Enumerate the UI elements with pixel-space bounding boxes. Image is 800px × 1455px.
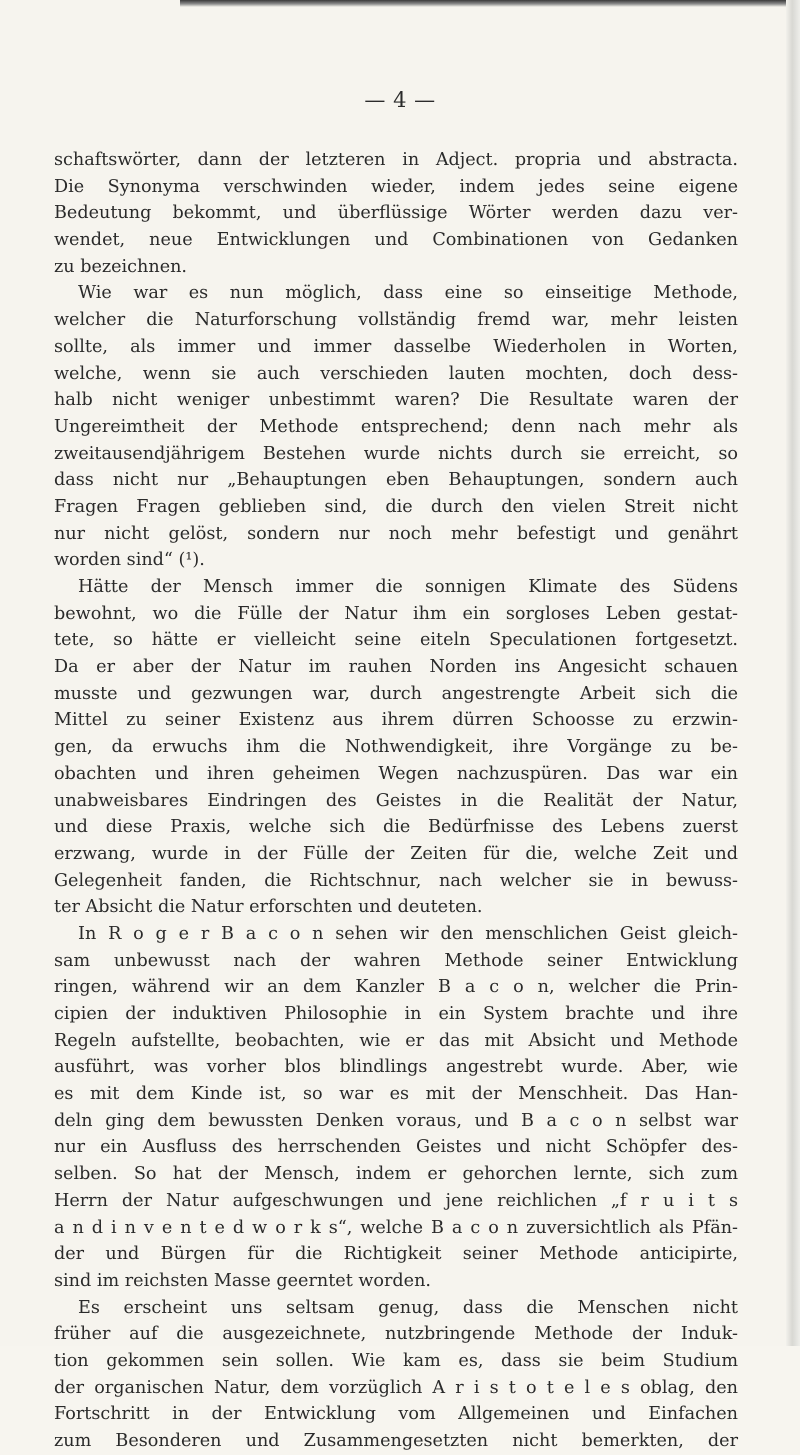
text-line: zum Besonderen und Zusammengesetzten nicht bemerkten, der <box>54 1431 738 1451</box>
text-line: nur ein Ausfluss des herrschenden Geistes und nicht Schöpfer des- <box>54 1137 738 1158</box>
text-line: musste und gezwungen war, durch angestrengte Arbeit sich die <box>54 683 738 704</box>
text-line: ringen, während wir an dem Kanzler B a c o n, welcher die Prin- <box>54 977 738 998</box>
text-line: tion gekommen sein sollen. Wie kam es, dass sie beim Studium <box>54 1350 738 1371</box>
text-line: schaftswörter, dann der letzteren in Adject. propria und abstracta. <box>54 150 738 170</box>
text-line: Hätte der Mensch immer die sonnigen Klimate des Südens <box>78 577 738 597</box>
text-line: tete, so hätte er vielleicht seine eiteln Speculationen fortgesetzt. <box>54 630 738 651</box>
text-line: halb nicht weniger unbestimmt waren? Die Resultate waren der <box>54 390 738 411</box>
text-line: der und Bürgen für die Richtigkeit seiner Methode anticipirte, <box>54 1244 738 1265</box>
text-line: obachten und ihren geheimen Wegen nachzuspüren. Das war ein <box>54 763 738 784</box>
text-line: Gelegenheit fanden, die Richtschnur, nach welcher sie in bewuss- <box>54 870 738 891</box>
text-line: sollte, als immer und immer dasselbe Wiederholen in Worten, <box>54 336 738 357</box>
text-line: Bedeutung bekommt, und überflüssige Wörter werden dazu ver- <box>54 203 738 224</box>
text-line: worden sind“ (¹). <box>54 550 205 571</box>
text-line: zweitausendjährigem Bestehen wurde nichts durch sie erreicht, so <box>54 443 738 464</box>
text-line: sind im reichsten Masse geerntet worden. <box>54 1270 432 1291</box>
text-line: früher auf die ausgezeichnete, nutzbringende Methode der Induk- <box>54 1324 738 1345</box>
text-line: bewohnt, wo die Fülle der Natur ihm ein sorgloses Leben gestat- <box>54 603 738 624</box>
text-line: und diese Praxis, welche sich die Bedürfnisse des Lebens zuerst <box>54 817 738 838</box>
text-line: Fragen Fragen geblieben sind, die durch den vielen Streit nicht <box>54 496 738 517</box>
page-number: — 4 — <box>364 88 436 112</box>
text-line: sam unbewusst nach der wahren Methode seiner Entwicklung <box>54 950 738 971</box>
text-line: selben. So hat der Mensch, indem er gehorchen lernte, sich zum <box>54 1164 738 1185</box>
text-line: welche, wenn sie auch verschieden lauten mochten, doch dess- <box>54 363 738 384</box>
text-line: Fortschritt in der Entwicklung vom Allgemeinen und Einfachen <box>54 1404 738 1425</box>
text-line: deln ging dem bewussten Denken voraus, und B a c o n selbst war <box>54 1110 738 1131</box>
text-line: unabweisbares Eindringen des Geistes in die Realität der Natur, <box>54 790 738 811</box>
text-line: gen, da erwuchs ihm die Nothwendigkeit, ihre Vorgänge zu be- <box>54 737 738 758</box>
text-line: Regeln aufstellte, beobachten, wie er das mit Absicht und Methode <box>54 1030 738 1051</box>
text-line: a n d i n v e n t e d w o r k s“, welche B a c o n zuversichtlich als Pfän- <box>54 1217 738 1238</box>
text-line: Es erscheint uns seltsam genug, dass die Menschen nicht <box>78 1297 738 1318</box>
text-line: der organischen Natur, dem vorzüglich A r i s t o t e l e s oblag, den <box>54 1377 738 1398</box>
page-right-edge <box>786 0 800 1346</box>
text-line: Wie war es nun möglich, dass eine so einseitige Methode, <box>78 283 738 304</box>
text-line: Die Synonyma verschwinden wieder, indem jedes seine eigene <box>54 176 738 197</box>
text-line: In R o g e r B a c o n sehen wir den menschlichen Geist gleich- <box>78 923 738 944</box>
text-line: zu bezeichnen. <box>54 256 188 277</box>
text-line: Mittel zu seiner Existenz aus ihrem dürren Schoosse zu erzwin- <box>54 710 738 731</box>
text-line: wendet, neue Entwicklungen und Combinationen von Gedanken <box>54 230 738 251</box>
text-line: erzwang, wurde in der Fülle der Zeiten für die, welche Zeit und <box>54 843 738 864</box>
body-text <box>54 147 738 1455</box>
text-line: Da er aber der Natur im rauhen Norden ins Angesicht schauen <box>54 657 738 678</box>
text-line: ausführt, was vorher blos blindlings angestrebt wurde. Aber, wie <box>54 1057 738 1078</box>
text-line: es mit dem Kinde ist, so war es mit der Menschheit. Das Han- <box>54 1084 738 1105</box>
text-line: nur nicht gelöst, sondern nur noch mehr befestigt und genährt <box>54 523 738 544</box>
page-top-edge <box>180 0 800 7</box>
text-line: welcher die Naturforschung vollständig fremd war, mehr leisten <box>54 310 738 331</box>
text-line: Ungereimtheit der Methode entsprechend; denn nach mehr als <box>54 416 738 437</box>
text-line: dass nicht nur „Behauptungen eben Behauptungen, sondern auch <box>54 470 738 491</box>
text-line: cipien der induktiven Philosophie in ein System brachte und ihre <box>54 1004 738 1024</box>
text-line: ter Absicht die Natur erforschten und deuteten. <box>54 897 483 918</box>
text-line: Herrn der Natur aufgeschwungen und jene reichlichen „f r u i t s <box>54 1190 738 1211</box>
